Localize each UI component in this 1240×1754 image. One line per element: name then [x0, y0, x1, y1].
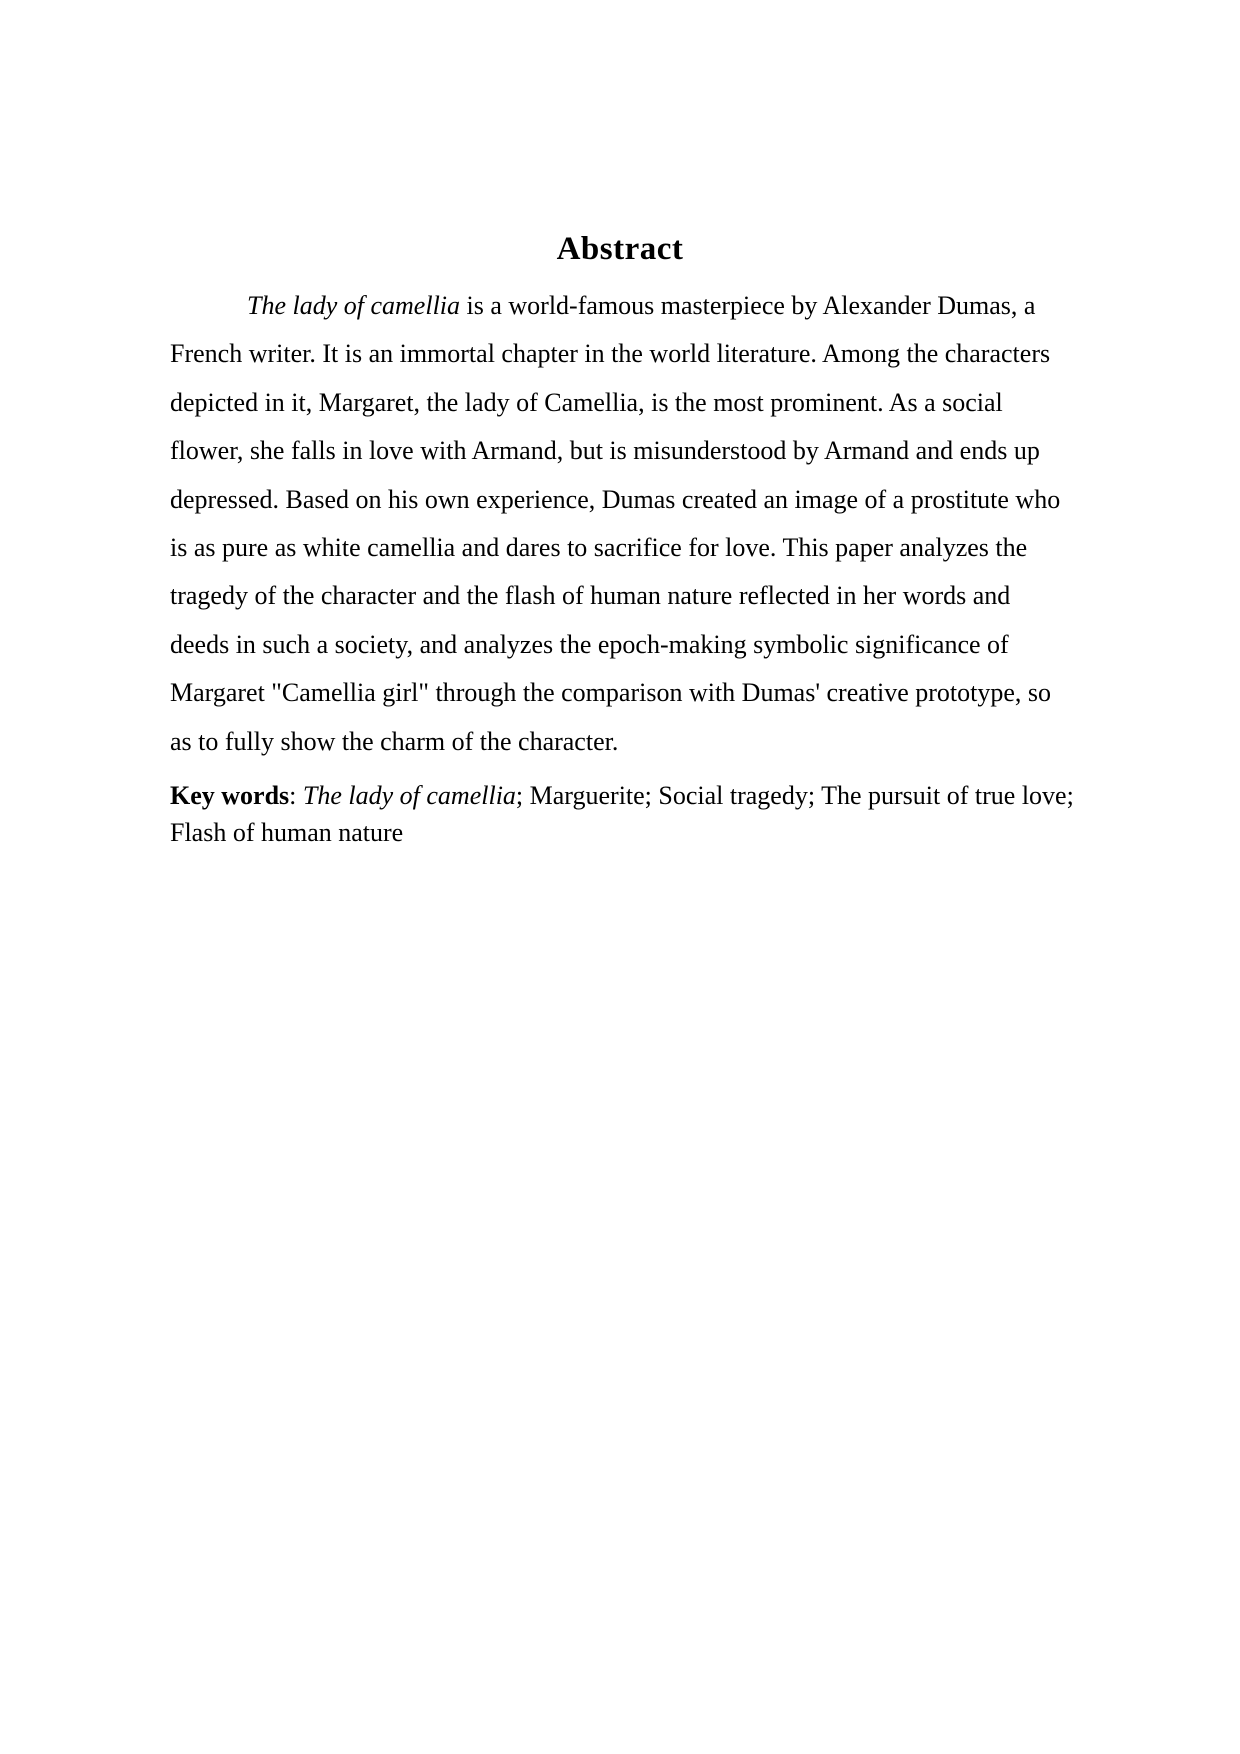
text-segment-regular: depicted in it, Margaret, the lady of Camellia, is the most prominent. As a social — [170, 387, 1003, 417]
text-line — [170, 669, 1050, 717]
text-segment-bold: Key words — [170, 781, 290, 810]
text-line — [170, 718, 1050, 766]
text-line — [170, 379, 1050, 427]
text-segment-regular: is a world-famous masterpiece by Alexander Dumas, a — [460, 291, 1036, 320]
text-line — [170, 778, 1074, 815]
text-segment-regular: flower, she falls in love with Armand, but is misunderstood by Armand and ends up — [170, 436, 1040, 466]
abstract-paragraph — [170, 282, 1061, 766]
text-segment-regular: depressed. Based on his own experience, Dumas created an image of a prostitute who — [170, 484, 1061, 514]
text-segment-regular: ; Marguerite; Social tragedy; The pursuit of true love; — [515, 781, 1074, 810]
text-segment-regular: deeds in such a society, and analyzes the epoch-making symbolic significance of — [170, 629, 1009, 659]
page-title: Abstract — [556, 231, 684, 267]
text-line — [170, 427, 1050, 475]
text-segment-italic: The lady of camellia — [247, 291, 461, 320]
text-segment-regular: : — [289, 781, 303, 810]
text-segment-regular: as to fully show the charm of the character. — [170, 726, 619, 756]
text-segment-regular: tragedy of the character and the flash of human nature reflected in her words and — [170, 581, 1011, 611]
text-segment-regular: Flash of human nature — [170, 817, 404, 847]
text-segment-regular: Margaret "Camellia girl" through the comparison with Dumas' creative prototype, so — [170, 678, 1052, 708]
keywords-block — [170, 778, 1074, 851]
text-line — [170, 330, 1050, 378]
text-segment-regular: is as pure as white camellia and dares to sacrifice for love. This paper analyzes the — [170, 532, 1028, 562]
text-segment-italic: The lady of camellia — [302, 781, 516, 810]
text-line — [170, 621, 1050, 669]
text-line — [170, 282, 1050, 330]
text-line — [170, 524, 1050, 572]
text-segment-regular: French writer. It is an immortal chapter in the world literature. Among the characters — [170, 339, 1051, 369]
text-line — [170, 815, 1050, 852]
text-line — [170, 476, 1061, 524]
text-line — [170, 572, 1050, 620]
